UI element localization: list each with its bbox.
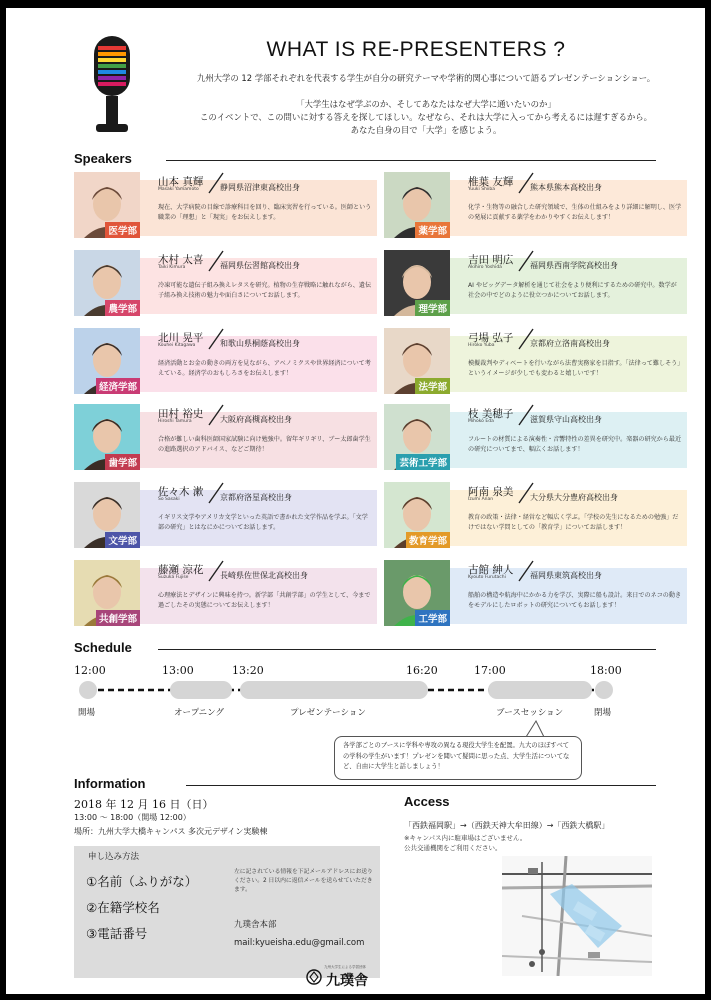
speaker-photo (74, 172, 140, 238)
speaker-roman-name: Masaki Yamamoto (158, 187, 199, 192)
speaker-school: 福岡県西南学院高校出身 (530, 261, 618, 270)
event-date: 2018 年 12 月 16 日（日） (74, 798, 214, 811)
speaker-card (384, 560, 687, 626)
speaker-roman-name: Taiki Kimura (158, 265, 186, 270)
speaker-school: 熊本県熊本高校出身 (530, 183, 602, 192)
speaker-school: 京都府立洛南高校出身 (530, 339, 610, 348)
speaker-description: 心理療法とデザインに興味を持つ。新学部「共創学部」の学生として、今まで過ごしたその実態についてお伝えします！ (158, 592, 371, 609)
time-label: 17:00 (474, 664, 506, 677)
speakers-heading: Speakers (74, 151, 132, 166)
speaker-school: 京都府洛星高校出身 (220, 493, 292, 502)
faculty-badge: 歯学部 (105, 454, 140, 470)
speaker-roman-name: Yuuki Shiiba (468, 187, 496, 192)
speaker-school: 福岡県伝習館高校出身 (220, 261, 300, 270)
speaker-roman-name: Kouhei Kitagawa (158, 343, 196, 348)
speaker-photo (384, 482, 450, 548)
speaker-school: 滋賀県守山高校出身 (530, 415, 602, 424)
access-note-line: ※キャンパス内に駐車場はございません。 (404, 834, 527, 842)
speaker-school: 大阪府高槻高校出身 (220, 415, 292, 424)
speaker-card (384, 328, 687, 394)
faculty-badge: 共創学部 (96, 610, 140, 626)
speaker-photo (384, 250, 450, 316)
faculty-badge: 薬学部 (415, 222, 450, 238)
speaker-description: AI やビッグデータ解析を通じて社会をより便利にするための研究中。数学が社会の中でどのように役立つかについてお話します。 (468, 282, 677, 299)
speaker-school: 長崎県佐世保北高校出身 (220, 571, 308, 580)
time-label: 13:00 (162, 664, 194, 677)
information-heading: Information (74, 776, 146, 791)
faculty-badge: 工学部 (415, 610, 450, 626)
apply-item: ③電話番号 (86, 926, 148, 941)
faculty-badge: 文学部 (105, 532, 140, 548)
faculty-badge: 法学部 (415, 378, 450, 394)
footer-org-name: 九璞舎 (326, 973, 368, 989)
speaker-name: 佐々木 漱 (158, 486, 204, 498)
speaker-card (384, 250, 687, 316)
event-place: 場所：九州大学大橋キャンパス 多次元デザイン実験棟 (74, 827, 268, 836)
speaker-name: 枝 美穂子 (468, 408, 514, 420)
time-label: 16:20 (406, 664, 438, 677)
intro-line: 九州大学の 12 学部それぞれを代表する学生が自分の研究テーマや学術的関心事について語るプレゼンテーションショー。 (196, 73, 656, 83)
campus-map (502, 856, 652, 976)
schedule-heading: Schedule (74, 640, 132, 655)
speaker-description: 冷凍可能な遺伝子組み換えレタスを研究。植物の生存戦略に触れながら、遺伝子組み換え技術の魅力や面白さについてお話します。 (158, 282, 372, 299)
speaker-roman-name: Izumi Anan (468, 497, 494, 502)
speaker-name: 弓場 弘子 (468, 332, 514, 344)
speaker-name: 藤瀬 涼花 (158, 564, 204, 576)
speaker-description: 教育の政策・法律・経営など幅広く学ぶ。「学校の先生になるための勉強」だけではない学問としての「教育学」についてお話します！ (468, 514, 679, 531)
speaker-card (384, 482, 687, 548)
divider (158, 649, 656, 650)
apply-heading: 申し込み方法 (88, 852, 140, 862)
microphone-icon (88, 34, 136, 144)
time-label: 13:20 (232, 664, 264, 677)
speaker-photo (74, 328, 140, 394)
logo-icon (306, 966, 322, 988)
contact-email[interactable]: mail:kyueisha.edu@gmail.com (234, 938, 365, 948)
speaker-photo (384, 328, 450, 394)
speaker-name: 古館 紳人 (468, 564, 514, 576)
speaker-school: 静岡県沼津東高校出身 (220, 183, 300, 192)
access-route: 「西鉄福岡駅」→（西鉄天神大牟田線）→「西鉄大橋駅」 (404, 821, 610, 830)
speaker-name: 木村 太喜 (158, 254, 204, 266)
speaker-description: 化学・生物等の融合した研究領域で、生体の仕組みをより詳細に解明し、医学の発展に貢献する薬学をわかりやすくお伝えします！ (468, 204, 682, 221)
speaker-roman-name: Mihoko Eda (468, 419, 494, 424)
divider (186, 785, 656, 786)
timeline-label: ブースセッション (496, 708, 564, 718)
speaker-card (74, 250, 377, 316)
timeline-label: オープニング (174, 708, 224, 718)
speaker-school: 大分県大分豊府高校出身 (530, 493, 618, 502)
timeline-label: プレゼンテーション (290, 708, 366, 718)
speaker-roman-name: So Sasaki (158, 497, 180, 502)
speaker-roman-name: Hiroko Yuba (468, 343, 495, 348)
speaker-photo (74, 560, 140, 626)
page-title: WHAT IS RE-PRESENTERS ? (266, 38, 566, 61)
access-note-line: 公共交通機関をご利用ください。 (404, 843, 502, 852)
intro-line: このイベントで、この問いに対する答えを探してほしい。なぜなら、それは大学に入ってから考えるには遅すぎるから。 (199, 112, 653, 122)
speaker-roman-name: Akihiro Yoshida (468, 265, 502, 270)
speaker-photo (384, 560, 450, 626)
faculty-badge: 理学部 (415, 300, 450, 316)
speaker-roman-name: Suzuka Fujise (158, 575, 189, 580)
speaker-card (384, 404, 687, 470)
speaker-photo (74, 250, 140, 316)
apply-note: 左に記されている情報を下記メールアドレスにお送りください。2 日以内に返信メールを送らせていただきます。 (234, 869, 373, 893)
intro-line: 「大学生はなぜ学ぶのか、そしてあなたはなぜ大学に通いたいのか」 (296, 99, 556, 109)
speaker-name: 北川 晃平 (158, 332, 204, 344)
time-label: 18:00 (590, 664, 622, 677)
speaker-card (74, 328, 377, 394)
faculty-badge: 農学部 (105, 300, 140, 316)
speaker-school: 和歌山県桐蔭高校出身 (220, 339, 300, 348)
faculty-badge: 医学部 (105, 222, 140, 238)
apply-item: ①名前（ふりがな） (86, 874, 198, 889)
speaker-description: 合格が難しい歯科医師国家試験に向け勉強中。留年ギリギリ、ブー太郎歯学生の進路選択のアドバイス、などご期待！ (158, 436, 371, 453)
booth-session-bubble: 各学部ごとのブースに学科や専攻の異なる現役大学生を配置。九大のほぼすべての学科の学生がいます！プレゼンを聞いて疑問に思った点、大学生活についてなど、自由に大学生と話しましょう！ (334, 736, 582, 780)
speaker-roman-name: Kyouto Furutachi (468, 575, 506, 580)
speaker-description: イギリス文学やアメリカ文学といった英語で書かれた文学作品を学ぶ。「文学部の研究」とはなにかについてお話します。 (158, 514, 368, 531)
speaker-name: 椎葉 友輝 (468, 176, 514, 188)
speaker-card (74, 404, 377, 470)
speaker-photo (384, 172, 450, 238)
apply-item: ②在籍学校名 (86, 900, 160, 915)
speaker-card (74, 482, 377, 548)
organizer-name: 九璞舎本部 (234, 920, 277, 930)
speaker-description: 経済活動とお金の動きの両方を見ながら、アベノミクスや世界経済について考えている。経済学のおもしろさをお伝えします！ (158, 360, 371, 377)
speaker-name: 田村 裕史 (158, 408, 204, 420)
divider (166, 160, 656, 161)
speaker-name: 山本 真輝 (158, 176, 204, 188)
footer-tagline: 九州大学生による学習団体 (324, 965, 366, 969)
speaker-photo (384, 404, 450, 470)
timeline-bar (74, 680, 622, 704)
faculty-badge: 教育学部 (406, 532, 450, 548)
intro-text (156, 72, 696, 137)
speaker-name: 吉田 明広 (468, 254, 514, 266)
speaker-card (74, 172, 377, 238)
speaker-photo (74, 482, 140, 548)
speaker-description: 船舶の構造や航海中にかかる力を学び、実際に船も設計。来日でのネコの動きをモデルにしたロボットの研究についてもお話します！ (468, 592, 682, 609)
speaker-roman-name: Hiroshi Tamura (158, 419, 192, 424)
faculty-badge: 芸術工学部 (396, 454, 450, 470)
speaker-description: フルートの材質による演奏性・音響特性の差異を研究中。楽器の研究から最近の研究についてまで、幅広くお話します！ (468, 436, 682, 453)
access-note (404, 834, 526, 853)
faculty-badge: 経済学部 (96, 378, 140, 394)
speaker-photo (74, 404, 140, 470)
intro-line: あなた自身の目で「大学」を感じよう。 (350, 125, 502, 135)
time-label: 12:00 (74, 664, 106, 677)
speaker-school: 福岡県東筑高校出身 (530, 571, 602, 580)
speaker-description: 現在、大学病院の目線で診療科目を回り、臨床実習を行っている。医師という職業の「理想」と「現実」をお伝えします。 (158, 204, 372, 221)
access-heading: Access (404, 794, 450, 809)
speaker-card (74, 560, 377, 626)
event-flyer (6, 8, 705, 994)
timeline-label: 閉場 (594, 708, 612, 718)
speaker-name: 阿南 泉美 (468, 486, 514, 498)
timeline-label: 開場 (78, 708, 96, 718)
event-time: 13:00 ～ 18:00（開場 12:00） (74, 813, 191, 822)
speaker-description: 模擬裁判やディベートを行いながら法曹実務家を目指す。「法律って難しそう」というイメージが少しでも変わると嬉しいです！ (468, 360, 681, 377)
application-box (74, 846, 380, 978)
speaker-card (384, 172, 687, 238)
